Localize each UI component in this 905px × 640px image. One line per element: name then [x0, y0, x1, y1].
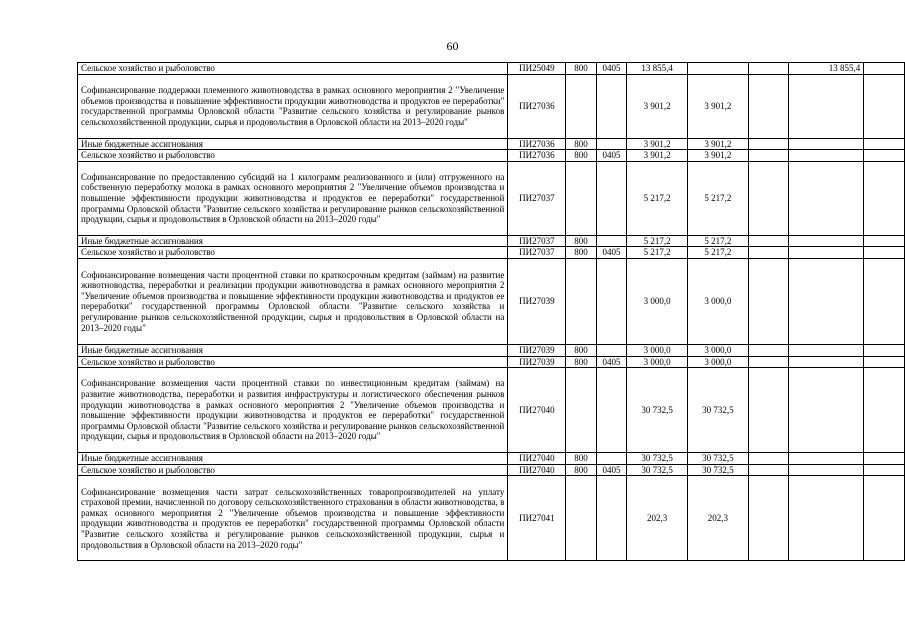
- row-amount-total-cell: 3 000,0: [627, 344, 688, 356]
- row-section-cell: [596, 344, 627, 356]
- table-row: [78, 138, 905, 150]
- row-amount-col4-cell: [789, 150, 864, 162]
- row-amount-col4-cell: [789, 161, 864, 235]
- row-section-cell: [596, 74, 627, 138]
- row-amount-regional-cell: 30 732,5: [687, 368, 748, 453]
- row-code-cell: ПИ27037: [508, 247, 566, 259]
- row-amount-regional-cell: 3 901,2: [687, 150, 748, 162]
- row-empty-cell: [864, 258, 905, 344]
- row-amount-regional-cell: 5 217,2: [687, 247, 748, 259]
- row-name-cell: Софинансирование поддержки племенного животноводства в рамках основного мероприятия 2 "Увеличение объемов производства и повышение эффективности продукции животноводства и продуктов ее переработки" государственной программы Орловской области "Развитие сельского хозяйства и регулирование рынков сельскохозяйственной продукции, сырья и продовольствия в Орловской области на 2013–2020 годы": [78, 74, 508, 138]
- row-amount-col4-cell: [789, 453, 864, 465]
- row-amount-total-cell: 30 732,5: [627, 368, 688, 453]
- row-amount-regional-cell: 30 732,5: [687, 464, 748, 476]
- row-name-cell: Иные бюджетные ассигнования: [78, 138, 508, 150]
- row-amount-col3-cell: [748, 344, 789, 356]
- row-amount-total-cell: 5 217,2: [627, 247, 688, 259]
- row-amount-col4-cell: [789, 464, 864, 476]
- row-name-cell: Софинансирование возмещения части процентной ставки по краткосрочным кредитам (займам) на развитие животноводства, переработки и реализации продукции животноводства в рамках основного мероприятия 2 "Увеличение объемов производства и повышение эффективности продукции животноводства и продуктов ее переработки" государственной программы Орловской области "Развитие сельского хозяйства и регулирование рынков сельскохозяйственной продукции, сырья и продовольствия в Орловской области на 2013–2020 годы": [78, 258, 508, 344]
- row-amount-col3-cell: [748, 368, 789, 453]
- row-code-cell: ПИ27039: [508, 344, 566, 356]
- row-amount-regional-cell: 30 732,5: [687, 453, 748, 465]
- row-amount-total-cell: 3 901,2: [627, 74, 688, 138]
- row-amount-total-cell: 3 901,2: [627, 138, 688, 150]
- table-row: [78, 464, 905, 476]
- row-code-cell: ПИ25049: [508, 63, 566, 75]
- table-row: [78, 161, 905, 235]
- row-empty-cell: [864, 476, 905, 561]
- row-amount-col4-cell: [789, 74, 864, 138]
- row-section-cell: [596, 476, 627, 561]
- row-amount-col3-cell: [748, 464, 789, 476]
- row-amount-regional-cell: 3 901,2: [687, 74, 748, 138]
- row-amount-total-cell: 3 000,0: [627, 356, 688, 368]
- row-amount-total-cell: 5 217,2: [627, 161, 688, 235]
- table-row: [78, 74, 905, 138]
- row-amount-col3-cell: [748, 476, 789, 561]
- row-empty-cell: [864, 150, 905, 162]
- row-expense-type-cell: [566, 368, 596, 453]
- row-empty-cell: [864, 247, 905, 259]
- row-section-cell: [596, 138, 627, 150]
- row-expense-type-cell: [566, 258, 596, 344]
- row-expense-type-cell: 800: [566, 235, 596, 247]
- row-expense-type-cell: 800: [566, 464, 596, 476]
- row-name-cell: Сельское хозяйство и рыболовство: [78, 356, 508, 368]
- row-section-cell: 0405: [596, 247, 627, 259]
- row-amount-col4-cell: [789, 138, 864, 150]
- row-amount-regional-cell: [687, 63, 748, 75]
- row-empty-cell: [864, 464, 905, 476]
- table-row: [78, 258, 905, 344]
- row-code-cell: ПИ27041: [508, 476, 566, 561]
- row-code-cell: ПИ27040: [508, 464, 566, 476]
- row-section-cell: [596, 368, 627, 453]
- row-amount-col3-cell: [748, 74, 789, 138]
- row-empty-cell: [864, 63, 905, 75]
- row-code-cell: ПИ27036: [508, 150, 566, 162]
- row-amount-total-cell: 13 855,4: [627, 63, 688, 75]
- row-amount-total-cell: 3 901,2: [627, 150, 688, 162]
- row-code-cell: ПИ27036: [508, 138, 566, 150]
- row-name-cell: Сельское хозяйство и рыболовство: [78, 247, 508, 259]
- row-section-cell: [596, 453, 627, 465]
- row-amount-regional-cell: 202,3: [687, 476, 748, 561]
- table-row: [78, 235, 905, 247]
- row-name-cell: Иные бюджетные ассигнования: [78, 453, 508, 465]
- row-amount-regional-cell: 3 901,2: [687, 138, 748, 150]
- row-expense-type-cell: [566, 74, 596, 138]
- row-empty-cell: [864, 356, 905, 368]
- table-row: [78, 344, 905, 356]
- table-row: [78, 247, 905, 259]
- row-amount-regional-cell: 5 217,2: [687, 161, 748, 235]
- row-amount-col3-cell: [748, 453, 789, 465]
- table-row: [78, 453, 905, 465]
- row-amount-col4-cell: [789, 476, 864, 561]
- row-amount-col3-cell: [748, 258, 789, 344]
- row-empty-cell: [864, 161, 905, 235]
- row-empty-cell: [864, 344, 905, 356]
- row-expense-type-cell: 800: [566, 63, 596, 75]
- row-amount-col3-cell: [748, 138, 789, 150]
- row-amount-col3-cell: [748, 63, 789, 75]
- row-section-cell: 0405: [596, 356, 627, 368]
- row-code-cell: ПИ27036: [508, 74, 566, 138]
- row-name-cell: Иные бюджетные ассигнования: [78, 344, 508, 356]
- budget-table: [77, 62, 905, 561]
- row-name-cell: Сельское хозяйство и рыболовство: [78, 63, 508, 75]
- row-name-cell: Софинансирование по предоставлению субсидий на 1 килограмм реализованного и (или) отгруженного на собственную переработку молока в рамках основного мероприятия 2 "Увеличение объемов производства и повышение эффективности продукции животноводства и продуктов ее переработки" государственной программы Орловской области "Развитие сельского хозяйства и регулирование рынков сельскохозяйственной продукции, сырья и продовольствия в Орловской области на 2013–2020 годы": [78, 161, 508, 235]
- row-section-cell: 0405: [596, 150, 627, 162]
- row-code-cell: ПИ27037: [508, 235, 566, 247]
- row-code-cell: ПИ27039: [508, 356, 566, 368]
- row-amount-regional-cell: 3 000,0: [687, 344, 748, 356]
- row-amount-col3-cell: [748, 161, 789, 235]
- row-amount-regional-cell: 3 000,0: [687, 258, 748, 344]
- row-amount-col3-cell: [748, 235, 789, 247]
- row-amount-col4-cell: [789, 235, 864, 247]
- row-amount-regional-cell: 5 217,2: [687, 235, 748, 247]
- row-section-cell: [596, 161, 627, 235]
- row-name-cell: Сельское хозяйство и рыболовство: [78, 464, 508, 476]
- row-expense-type-cell: [566, 161, 596, 235]
- row-section-cell: [596, 258, 627, 344]
- row-section-cell: [596, 235, 627, 247]
- row-amount-col3-cell: [748, 150, 789, 162]
- row-amount-col3-cell: [748, 247, 789, 259]
- page-number: 60: [446, 39, 459, 53]
- row-name-cell: Иные бюджетные ассигнования: [78, 235, 508, 247]
- row-empty-cell: [864, 74, 905, 138]
- row-expense-type-cell: 800: [566, 356, 596, 368]
- row-section-cell: 0405: [596, 63, 627, 75]
- row-empty-cell: [864, 235, 905, 247]
- row-name-cell: Софинансирование возмещения части затрат сельскохозяйственных товаропроизводителей на уплату страховой премии, начисленной по договору сельскохозяйственного страхования в области животноводства, в рамках основного мероприятия 2 "Увеличение объемов производства и повышение эффективности продукции животноводства и продуктов ее переработки" государственной программы Орловской области "Развитие сельского хозяйства и регулирование рынков сельскохозяйственной продукции, сырья и продовольствия в Орловской области на 2013–2020 годы": [78, 476, 508, 561]
- row-amount-total-cell: 5 217,2: [627, 235, 688, 247]
- table-row: [78, 476, 905, 561]
- row-expense-type-cell: 800: [566, 138, 596, 150]
- row-amount-col4-cell: 13 855,4: [789, 63, 864, 75]
- row-code-cell: ПИ27039: [508, 258, 566, 344]
- row-amount-total-cell: 30 732,5: [627, 464, 688, 476]
- row-amount-col4-cell: [789, 356, 864, 368]
- row-expense-type-cell: 800: [566, 150, 596, 162]
- row-expense-type-cell: 800: [566, 453, 596, 465]
- row-expense-type-cell: 800: [566, 344, 596, 356]
- row-section-cell: 0405: [596, 464, 627, 476]
- row-amount-col3-cell: [748, 356, 789, 368]
- table-row: [78, 150, 905, 162]
- row-expense-type-cell: 800: [566, 247, 596, 259]
- row-amount-col4-cell: [789, 344, 864, 356]
- row-empty-cell: [864, 453, 905, 465]
- row-code-cell: ПИ27040: [508, 368, 566, 453]
- table-row: [78, 368, 905, 453]
- row-amount-total-cell: 30 732,5: [627, 453, 688, 465]
- row-empty-cell: [864, 138, 905, 150]
- table-row: [78, 356, 905, 368]
- row-expense-type-cell: [566, 476, 596, 561]
- row-empty-cell: [864, 368, 905, 453]
- row-amount-total-cell: 202,3: [627, 476, 688, 561]
- row-code-cell: ПИ27040: [508, 453, 566, 465]
- row-name-cell: Сельское хозяйство и рыболовство: [78, 150, 508, 162]
- row-amount-col4-cell: [789, 258, 864, 344]
- row-amount-regional-cell: 3 000,0: [687, 356, 748, 368]
- row-amount-col4-cell: [789, 247, 864, 259]
- row-name-cell: Софинансирование возмещения части процентной ставки по инвестиционным кредитам (займам) на развитие животноводства, переработки и развития инфраструктуры и логистического обеспечения рынков продукции животноводства в рамках основного мероприятия 2 "Увеличение объемов производства и повышение эффективности продукции животноводства и продуктов ее переработки" государственной программы Орловской области "Развитие сельского хозяйства и регулирование рынков сельскохозяйственной продукции, сырья и продовольствия в Орловской области на 2013–2020 годы": [78, 368, 508, 453]
- row-amount-col4-cell: [789, 368, 864, 453]
- table-row: [78, 63, 905, 75]
- table-body: [78, 63, 905, 561]
- row-amount-total-cell: 3 000,0: [627, 258, 688, 344]
- row-code-cell: ПИ27037: [508, 161, 566, 235]
